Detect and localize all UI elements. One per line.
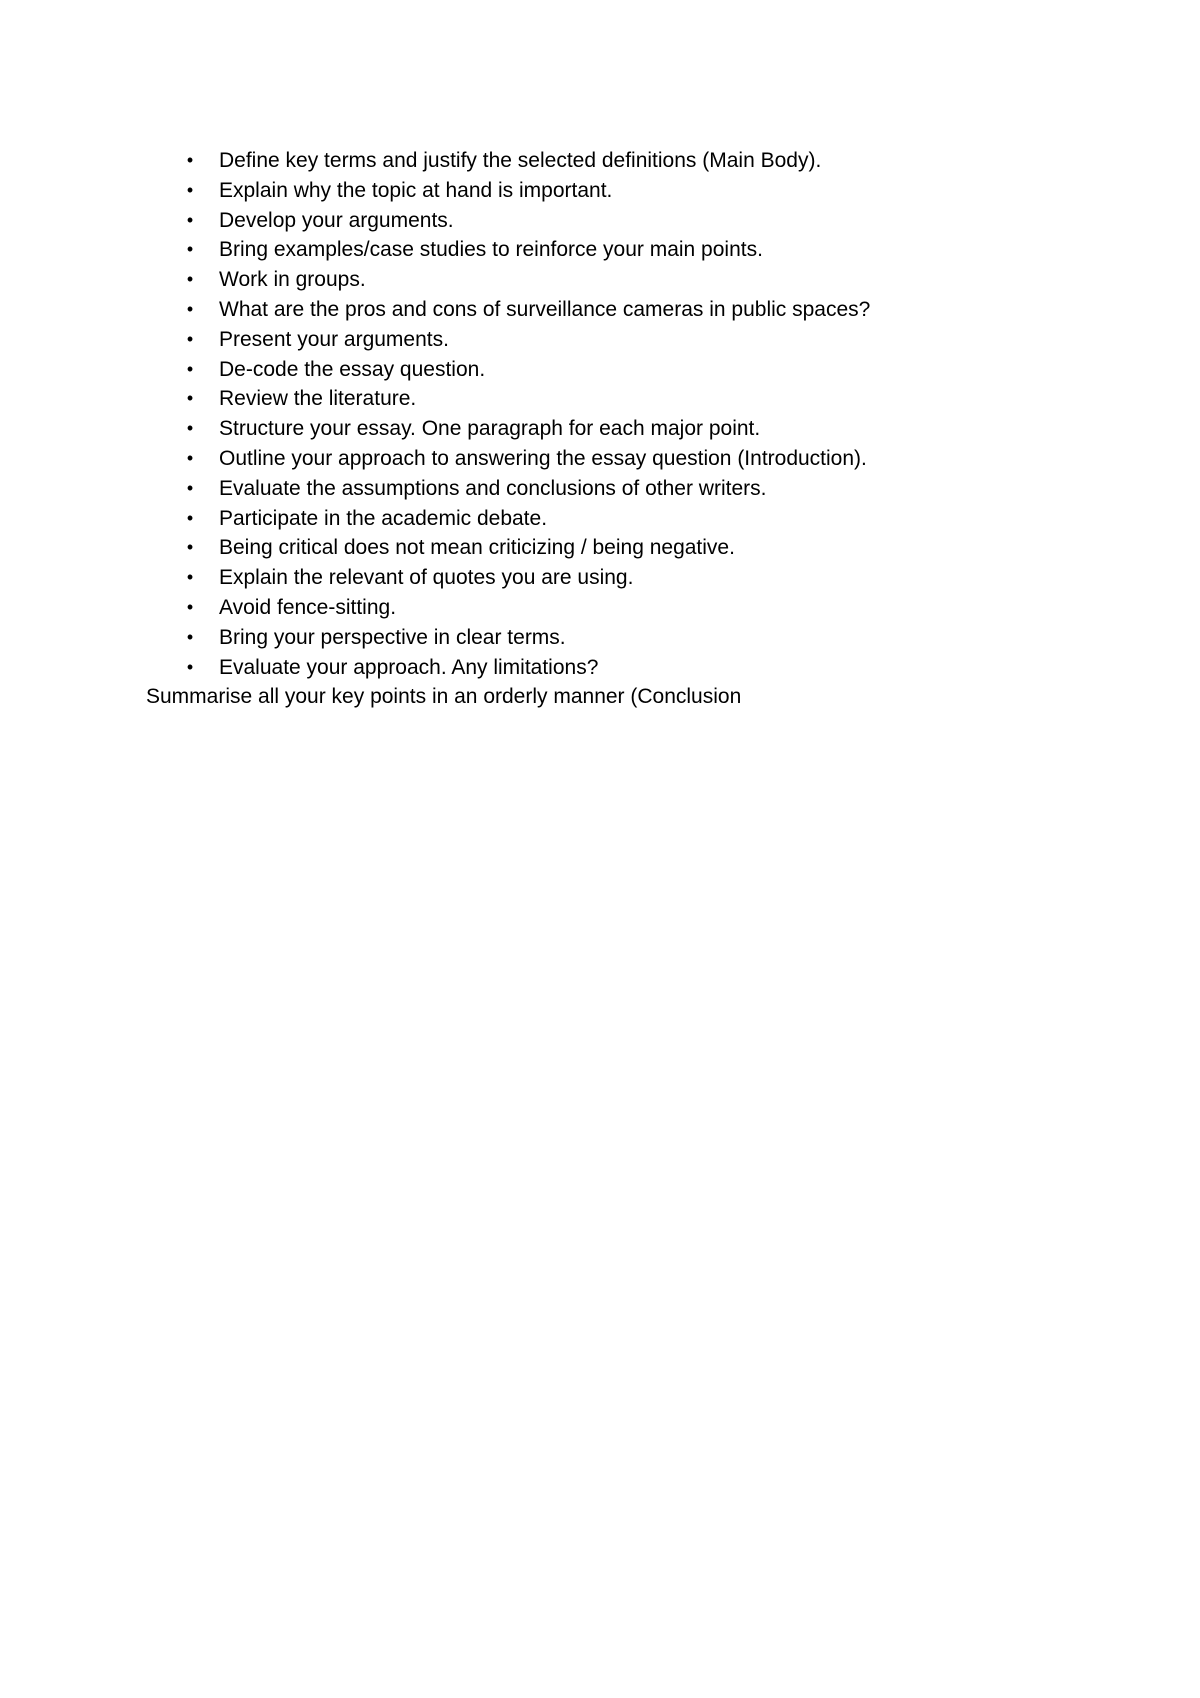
list-item-text: Present your arguments. xyxy=(219,327,449,351)
list-item-text: Evaluate your approach. Any limitations? xyxy=(219,655,599,679)
document-content xyxy=(146,146,1106,712)
bullet-icon: • xyxy=(186,179,194,200)
bullet-icon: • xyxy=(186,209,194,230)
list-item xyxy=(146,593,1106,623)
list-item xyxy=(146,235,1106,265)
bullet-icon: • xyxy=(186,239,194,260)
list-item-text: Outline your approach to answering the essay question (Introduction). xyxy=(219,446,867,470)
list-item-text: Bring examples/case studies to reinforce your main points. xyxy=(219,238,763,262)
list-item xyxy=(146,653,1106,683)
list-item xyxy=(146,146,1106,176)
bullet-icon: • xyxy=(186,328,194,349)
list-item-text: Bring your perspective in clear terms. xyxy=(219,625,566,649)
list-item-text: De-code the essay question. xyxy=(219,357,486,381)
bullet-icon: • xyxy=(186,656,194,677)
list-item xyxy=(146,176,1106,206)
list-item-text: Avoid fence-sitting. xyxy=(219,595,397,619)
bullet-icon: • xyxy=(186,358,194,379)
list-item-text: What are the pros and cons of surveillance cameras in public spaces? xyxy=(219,297,871,321)
list-item xyxy=(146,474,1106,504)
list-item xyxy=(146,265,1106,295)
list-item-text: Explain why the topic at hand is important. xyxy=(219,178,613,202)
bullet-icon: • xyxy=(186,596,194,617)
bullet-icon: • xyxy=(186,388,194,409)
bullet-icon: • xyxy=(186,537,194,558)
list-item xyxy=(146,206,1106,236)
list-item xyxy=(146,295,1106,325)
list-item xyxy=(146,563,1106,593)
bullet-icon: • xyxy=(186,418,194,439)
list-item xyxy=(146,444,1106,474)
list-item xyxy=(146,504,1106,534)
list-item-text: Define key terms and justify the selected definitions (Main Body). xyxy=(219,149,822,172)
list-item xyxy=(146,325,1106,355)
list-item xyxy=(146,355,1106,385)
bullet-icon: • xyxy=(186,567,194,588)
list-item-text: Evaluate the assumptions and conclusions of other writers. xyxy=(219,476,767,500)
list-item xyxy=(146,384,1106,414)
bullet-icon: • xyxy=(186,477,194,498)
list-item-text: Review the literature. xyxy=(219,387,417,411)
list-item-text: Participate in the academic debate. xyxy=(219,506,548,530)
bullet-icon: • xyxy=(186,150,194,170)
list-item xyxy=(146,533,1106,563)
list-item-text: Being critical does not mean criticizing / being negative. xyxy=(219,536,735,560)
bullet-icon: • xyxy=(186,298,194,319)
list-item-text: Structure your essay. One paragraph for each major point. xyxy=(219,417,761,441)
bullet-icon: • xyxy=(186,626,194,647)
list-item-text: Work in groups. xyxy=(219,268,366,292)
list-item xyxy=(146,623,1106,653)
list-item xyxy=(146,414,1106,444)
bullet-icon: • xyxy=(186,269,194,290)
bullet-list xyxy=(146,146,1106,682)
bullet-icon: • xyxy=(186,447,194,468)
list-item-text: Develop your arguments. xyxy=(219,208,454,232)
list-item-text: Explain the relevant of quotes you are using. xyxy=(219,566,634,590)
bullet-icon: • xyxy=(186,507,194,528)
summary-paragraph: Summarise all your key points in an orderly manner (Conclusion xyxy=(146,685,742,709)
